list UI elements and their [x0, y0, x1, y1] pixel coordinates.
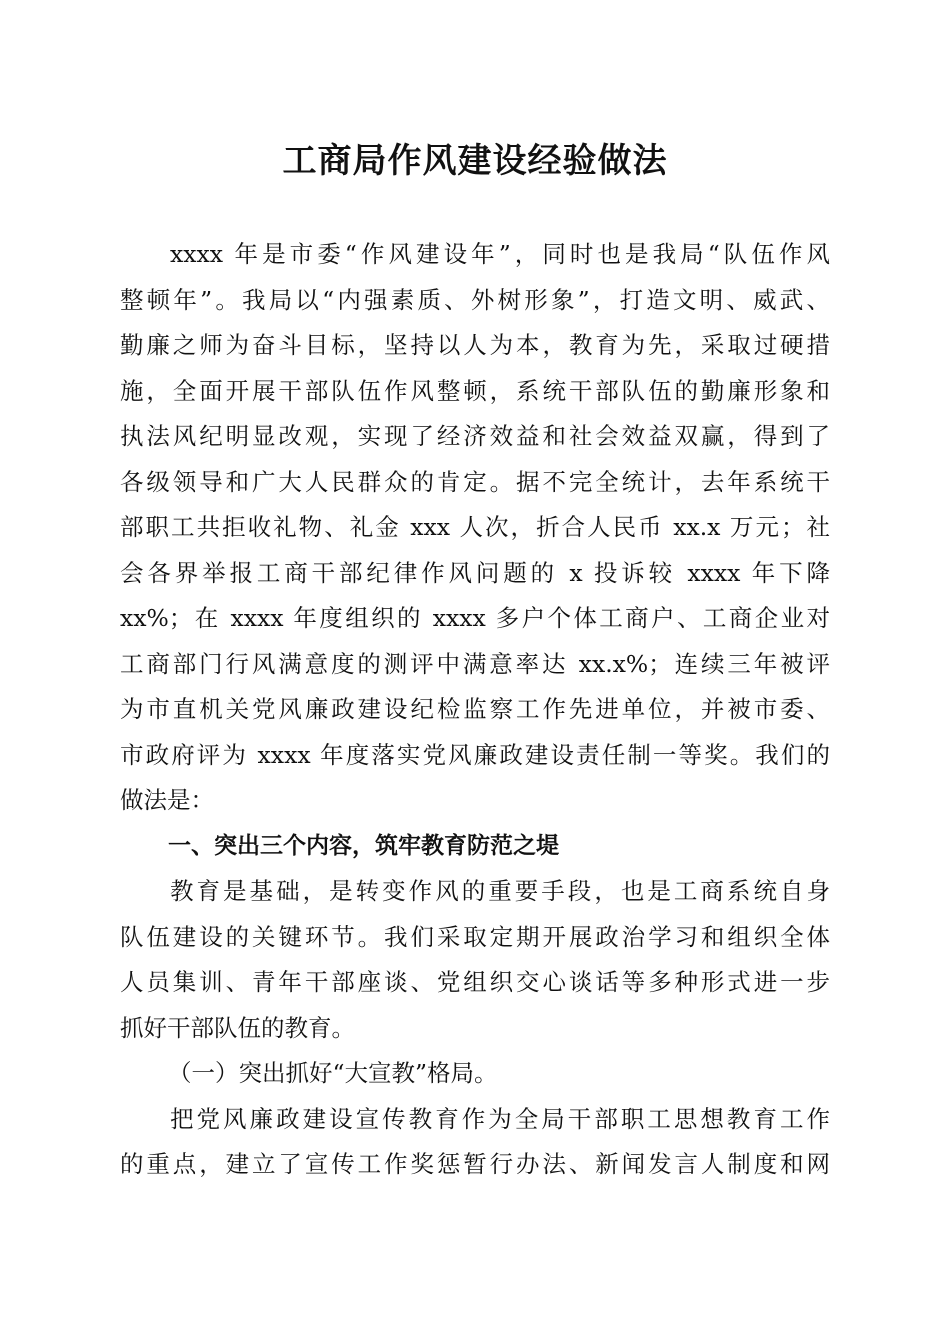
paragraph-line: 整顿年”。我局以“内强素质、外树形象”，打造文明、威武、: [120, 285, 830, 314]
paragraph-line: 部职工共拒收礼物、礼金 xxx 人次，折合人民币 xx.x 万元；社: [120, 513, 830, 541]
paragraph-line: 工商部门行风满意度的测评中满意率达 xx.x%；连续三年被评: [120, 649, 830, 678]
paragraph-line: 人员集训、青年干部座谈、党组织交心谈话等多种形式进一步: [120, 968, 830, 996]
paragraph-line: 会各界举报工商干部纪律作风问题的 x 投诉较 xxxx 年下降: [120, 558, 830, 587]
paragraph-line: 教育是基础，是转变作风的重要手段，也是工商系统自身: [170, 877, 830, 905]
paragraph-line: 施，全面开展干部队伍作风整顿，系统干部队伍的勤廉形象和: [120, 376, 830, 405]
paragraph-line: 勤廉之师为奋斗目标，坚持以人为本，教育为先，采取过硬措: [120, 331, 830, 359]
section-heading: 一、突出三个内容，筑牢教育防范之堤: [168, 832, 559, 859]
paragraph-line: 做法是：: [120, 786, 214, 814]
paragraph-line: 各级领导和广大人民群众的肯定。据不完全统计，去年系统干: [120, 467, 830, 496]
paragraph-line: 市政府评为 xxxx 年度落实党风廉政建设责任制一等奖。我们的: [120, 740, 830, 769]
paragraph-line: xxxx 年是市委“作风建设年”，同时也是我局“队伍作风: [170, 240, 830, 268]
paragraph-line: 的重点，建立了宣传工作奖惩暂行办法、新闻发言人制度和网: [120, 1150, 830, 1178]
paragraph-line: 为市直机关党风廉政建设纪检监察工作先进单位，并被市委、: [120, 695, 830, 723]
paragraph-line: 队伍建设的关键环节。我们采取定期开展政治学习和组织全体: [120, 922, 830, 951]
paragraph-line: 把党风廉政建设宣传教育作为全局干部职工思想教育工作: [170, 1104, 830, 1133]
document-title: 工商局作风建设经验做法: [282, 141, 668, 181]
subsection-heading: （一）突出抓好“大宣教”格局。: [168, 1059, 498, 1087]
paragraph-line: xx%；在 xxxx 年度组织的 xxxx 多户个体工商户、工商企业对: [120, 604, 830, 632]
paragraph-line: 执法风纪明显改观，实现了经济效益和社会效益双赢，得到了: [120, 422, 830, 450]
document-body: [120, 232, 830, 1188]
paragraph-line: 抓好干部队伍的教育。: [120, 1013, 355, 1042]
